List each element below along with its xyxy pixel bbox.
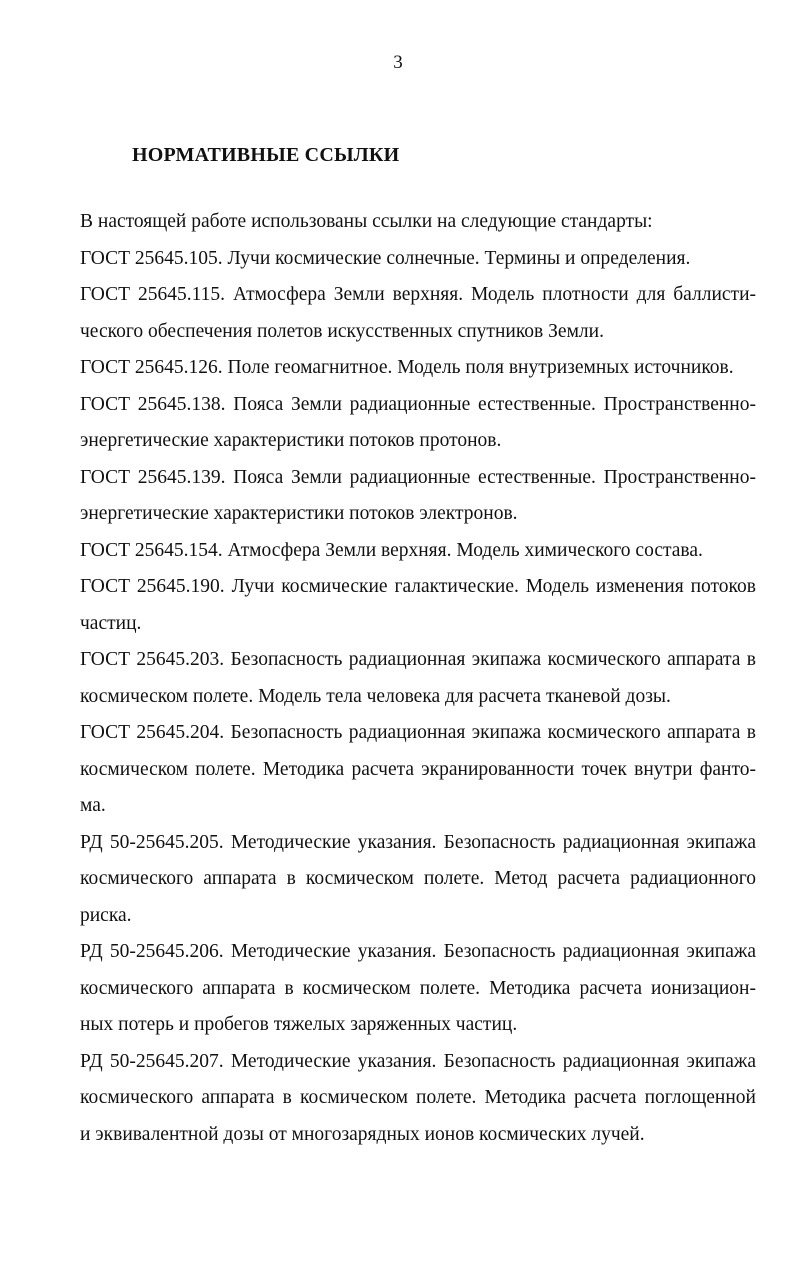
page-title: НОРМАТИВНЫЕ ССЫЛКИ <box>132 144 400 166</box>
reference-line: ГОСТ 25645.139. Пояса Земли радиационные естественные. Пространственно- <box>80 466 756 488</box>
reference-line: риска. <box>80 904 132 926</box>
reference-line: РД 50-25645.206. Методические указания. Безопасность радиационная экипажа <box>80 941 756 962</box>
reference-line: ных потерь и пробегов тяжелых заряженных частиц. <box>80 1014 518 1035</box>
reference-line: ГОСТ 25645.105. Лучи космические солнечные. Термины и определения. <box>80 247 691 269</box>
reference-line: космического аппарата в космическом полете. Методика расчета поглощенной <box>80 1087 756 1108</box>
reference-line: РД 50-25645.205. Методические указания. Безопасность радиационная экипажа <box>80 831 756 853</box>
reference-line: энергетические характеристики потоков протонов. <box>80 430 502 451</box>
reference-line: ГОСТ 25645.204. Безопасность радиационная экипажа космического аппарата в <box>80 722 756 743</box>
reference-line: космического аппарата в космическом полете. Методика расчета ионизацион- <box>80 977 756 999</box>
reference-line: ГОСТ 25645.126. Поле геомагнитное. Модель поля внутриземных источников. <box>80 357 734 378</box>
reference-line: космическом полете. Модель тела человека для расчета тканевой дозы. <box>80 685 671 707</box>
reference-line: космическом полете. Методика расчета экранированности точек внутри фанто- <box>80 758 756 780</box>
reference-line: частиц. <box>80 612 142 634</box>
page-number: 3 <box>393 52 403 73</box>
reference-line: космического аппарата в космическом полете. Метод расчета радиационного <box>80 868 756 889</box>
references-list <box>80 204 756 1153</box>
reference-line: ческого обеспечения полетов искусственных спутников Земли. <box>80 320 604 342</box>
intro-text: В настоящей работе использованы ссылки на следующие стандарты: <box>80 211 653 232</box>
reference-line: ГОСТ 25645.115. Атмосфера Земли верхняя. Модель плотности для баллисти- <box>80 284 756 305</box>
reference-line: энергетические характеристики потоков электронов. <box>80 503 518 524</box>
reference-line: ма. <box>80 795 106 816</box>
reference-line: ГОСТ 25645.138. Пояса Земли радиационные естественные. Пространственно- <box>80 393 756 415</box>
reference-line: РД 50-25645.207. Методические указания. Безопасность радиационная экипажа <box>80 1050 756 1072</box>
reference-line: и эквивалентной дозы от многозарядных ионов космических лучей. <box>80 1123 645 1145</box>
reference-line: ГОСТ 25645.190. Лучи космические галактические. Модель изменения потоков <box>80 576 756 597</box>
reference-line: ГОСТ 25645.154. Атмосфера Земли верхняя. Модель химического состава. <box>80 539 703 561</box>
reference-line: ГОСТ 25645.203. Безопасность радиационная экипажа космического аппарата в <box>80 649 756 670</box>
